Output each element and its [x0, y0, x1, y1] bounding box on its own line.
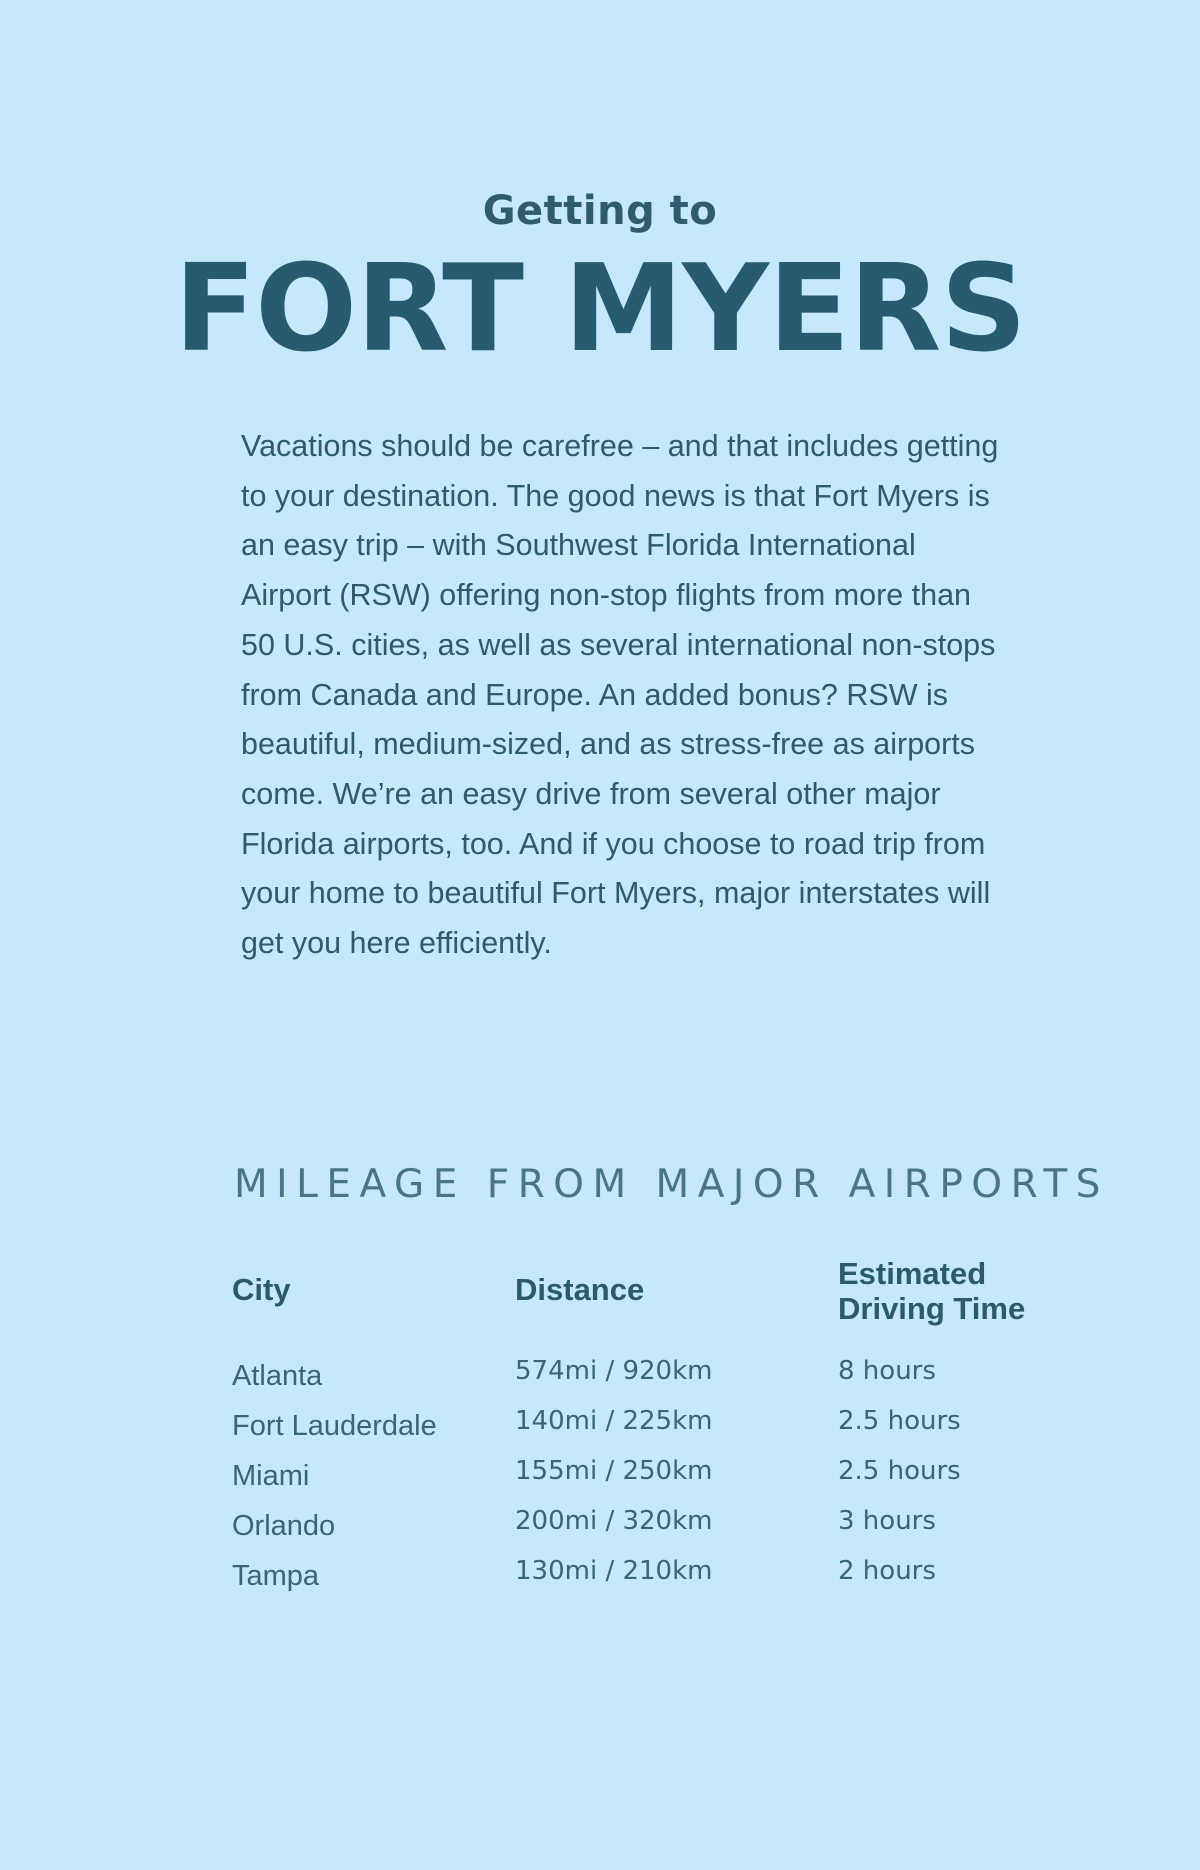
table-row: [0, 1556, 1200, 1606]
distance-cell: 140mi / 225km: [515, 1406, 713, 1436]
table-row: [0, 1456, 1200, 1506]
city-cell: Tampa: [232, 1560, 320, 1592]
city-cell: Orlando: [232, 1510, 336, 1542]
mileage-heading: MILEAGE FROM MAJOR AIRPORTS: [234, 1162, 1109, 1207]
column-header-distance: Distance: [515, 1272, 645, 1307]
city-cell: Atlanta: [232, 1360, 323, 1392]
driving-time-cell: 8 hours: [838, 1356, 936, 1386]
table-row: [0, 1406, 1200, 1456]
distance-cell: 130mi / 210km: [515, 1556, 713, 1586]
page-title: FORT MYERS: [174, 240, 1026, 379]
table-row: [0, 1356, 1200, 1406]
city-cell: Fort Lauderdale: [232, 1410, 437, 1442]
city-cell: Miami: [232, 1460, 310, 1492]
distance-cell: 200mi / 320km: [515, 1506, 713, 1536]
distance-cell: 574mi / 920km: [515, 1356, 713, 1386]
driving-time-cell: 2 hours: [838, 1556, 936, 1586]
column-header-driving-time: Estimated Driving Time: [838, 1256, 1026, 1326]
column-header-city: City: [232, 1272, 291, 1307]
driving-time-cell: 2.5 hours: [838, 1456, 961, 1486]
table-row: [0, 1506, 1200, 1556]
intro-paragraph: Vacations should be carefree – and that includes getting to your destination. The good news is that Fort Myers is an easy trip – with Southwest Florida International Airport (RSW) offering non-stop flights from more than 50 U.S. cities, as well as several international non-stops from Canada and Europe. An added bonus? RSW is beautiful, medium-sized, and as stress-free as airports come. We’re an easy drive from several other major Florida airports, too. And if you choose to road trip from your home to beautiful Fort Myers, major interstates will get you here efficiently.: [241, 429, 999, 961]
page-kicker: Getting to: [482, 188, 718, 234]
distance-cell: 155mi / 250km: [515, 1456, 713, 1486]
driving-time-cell: 3 hours: [838, 1506, 936, 1536]
driving-time-cell: 2.5 hours: [838, 1406, 961, 1436]
